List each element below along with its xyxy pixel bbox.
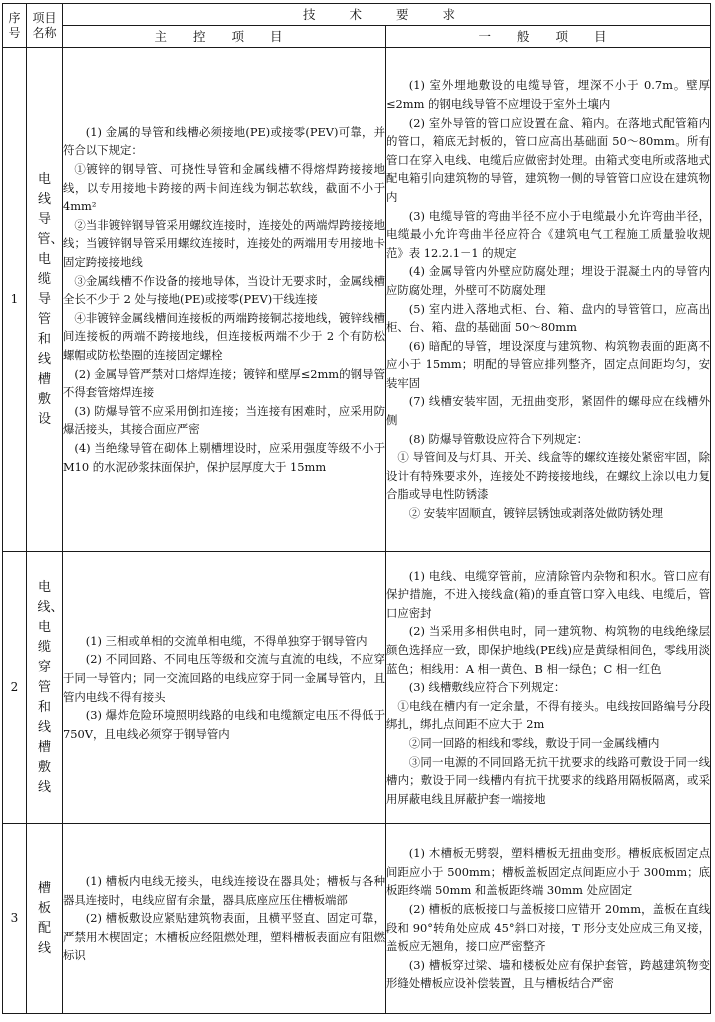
requirement-item: (1) 木槽板无劈裂，塑料槽板无扭曲变形。槽板底板固定点间距应小于 500mm；槽板盖板固定点间距应小于 300mm；底板距终端 50mm 和盖板距终端 30mm 处应固定 — [386, 846, 711, 898]
requirement-item: (4) 当绝缘导管在砌体上剔槽埋设时，应采用强度等级不小于 M10 的水泥砂浆抹面保护，保护层厚度大于 15mm — [63, 440, 385, 474]
requirement-item: ①镀锌的钢导管、可挠性导管和金属线槽不得熔焊跨接接地线，以专用接地卡跨接的两卡间连线为铜芯软线，截面不小于 4mm² — [63, 162, 385, 214]
requirement-item: (2) 槽板的底板接口与盖板接口应错开 20mm，盖板在直线段和 90°转角处应成 45°斜口对接，T 形分支处应成三角叉接，盖板应无翘角，接口应严密整齐 — [386, 901, 711, 954]
main-control-items — [63, 824, 386, 1014]
requirement-item: (1) 三相或单相的交流单相电缆，不得单独穿于钢导管内 — [85, 633, 368, 648]
requirement-item: (1) 金属的导管和线槽必须接地(PE)或接零(PEV)可靠，并符合以下规定： — [63, 124, 385, 158]
requirement-item: (2) 当采用多相供电时，同一建筑物、构筑物的电线绝缘层颜色选择应一致，即保护地线(PE线)应是黄绿相间色，零线用淡蓝色；相线用：A 相一黄色、B 相一绿色；C 相一红色 — [386, 624, 711, 676]
header-general-items: 一 般 项 目 — [386, 26, 711, 48]
general-items — [386, 48, 711, 552]
requirement-item: (2) 金属导管严禁对口熔焊连接；镀锌和壁厚≤2mm的钢导管不得套管熔焊连接 — [63, 366, 385, 400]
requirement-item: (4) 金属导管内外壁应防腐处理；埋设于混凝土内的导管内应防腐处理，外壁可不防腐处理 — [386, 264, 711, 297]
table-row — [3, 48, 711, 552]
requirement-item: (5) 室内进入落地式柜、台、箱、盘内的导管管口，应高出柜、台、箱、盘的基础面 50～80mm — [386, 301, 711, 335]
requirement-item: (3) 电缆导管的弯曲半径不应小于电缆最小允许弯曲半径，电缆最小允许弯曲半径应符合《建筑电气工程施工质量验收规范》表 12.2.1－1 的规定 — [386, 208, 711, 260]
requirement-item: ①电线在槽内有一定余量，不得有接头。电线按回路编号分段绑扎，绑扎点间距不应大于 2m — [386, 698, 711, 732]
general-items — [386, 824, 711, 1014]
requirement-item: ②当非镀锌钢导管采用螺纹连接时，连接处的两端焊跨接接地线；当镀锌钢导管采用螺纹连接时，连接处的两端用专用接地卡固定跨接接地线 — [63, 217, 385, 270]
requirement-item: (2) 室外导管的管口应设置在盒、箱内。在落地式配管箱内的管口，箱底无封板的，管口应高出基础面 50～80mm。所有管口在穿入电线、电缆后应做密封处理。由箱式变电所或落地式配电箱引向建筑物的导管，建筑物一侧的导管管口应设在建筑物内 — [386, 115, 711, 204]
requirement-item: ②同一回路的相线和零线，敷设于同一金属线槽内 — [408, 735, 660, 750]
requirement-item: ① 导管间及与灯具、开关、线盒等的螺纹连接处紧密牢固，除设计有特殊要求外，连接处不跨接接地线，在螺纹上涂以电力复合脂或导电性防锈漆 — [386, 450, 711, 502]
row-seq: 1 — [3, 48, 27, 552]
row-seq: 3 — [3, 824, 27, 1014]
requirement-item: (8) 防爆导管敷设应符合下列规定： — [408, 431, 589, 446]
requirement-item: (3) 防爆导管不应采用倒扣连接；当连接有困难时，应采用防爆活接头，其接合面应严密 — [63, 403, 385, 437]
requirement-item: ③同一电源的不同回路无抗干扰要求的线路可敷设于同一线槽内；敷设于同一线槽内有抗干扰要求的线路用隔板隔离，或采用屏蔽电线且屏蔽护套一端接地 — [386, 754, 711, 806]
requirement-item: (3) 线槽敷线应符合下列规定： — [408, 680, 566, 695]
main-control-items — [63, 552, 386, 824]
row-seq: 2 — [3, 552, 27, 824]
row-project-name: 电线导管、电缆导管和线槽敷设 — [27, 48, 63, 552]
requirement-item: (3) 爆炸危险环境照明线路的电线和电缆额定电压不得低于 750V，且电线必须穿于钢导管内 — [63, 708, 385, 741]
requirement-item: (1) 电线、电缆穿管前，应清除管内杂物和积水。管口应有保护措施，不进入接线盒(箱)的垂直管口穿入电线、电缆后，管口应密封 — [386, 568, 711, 620]
table-row — [3, 552, 711, 824]
requirement-item: ③金属线槽不作设备的接地导体，当设计无要求时，金属线槽全长不少于 2 处与接地(PE)或接零(PEV)干线连接 — [63, 273, 385, 307]
requirement-item: (2) 不同回路、不同电压等级和交流与直流的电线，不应穿于同一导管内；同一交流回路的电线应穿于同一金属导管内，且管内电线不得有接头 — [63, 652, 385, 704]
row-project-name: 槽板配线 — [27, 824, 63, 1014]
requirement-item: (1) 室外埋地敷设的电缆导管，埋深不小于 0.7m。壁厚≤2mm 的钢电线导管不应埋设于室外土壤内 — [386, 78, 711, 111]
requirement-item: ② 安装牢固顺直，镀锌层锈蚀或剥落处做防锈处理 — [408, 506, 664, 521]
header-main-control-items: 主 控 项 目 — [63, 26, 386, 48]
general-items — [386, 552, 711, 824]
main-control-items — [63, 48, 386, 552]
technical-requirements-table — [2, 3, 711, 1014]
requirement-item: ④非镀锌金属线槽间连接板的两端跨接铜芯接地线，镀锌线槽间连接板的两端不跨接地线，但连接板两端不少于 2 个有防松螺帽或防松垫圈的连接固定螺栓 — [63, 310, 385, 362]
requirement-item: (1) 槽板内电线无接头，电线连接设在器具处；槽板与各种器具连接时，电线应留有余量，器具底座应压住槽板端部 — [63, 874, 385, 907]
requirement-item: (2) 槽板敷设应紧贴建筑物表面，且横平竖直、固定可靠，严禁用木楔固定；木槽板应经阻燃处理，塑料槽板表面应有阻燃标识 — [63, 911, 385, 963]
row-project-name: 电线、电缆穿管和线槽敷线 — [27, 552, 63, 824]
header-seq: 序号 — [3, 4, 27, 48]
requirement-item: (3) 槽板穿过梁、墙和楼板处应有保护套管，跨越建筑物变形缝处槽板应设补偿装置，且与槽板结合严密 — [386, 957, 711, 991]
table-row — [3, 824, 711, 1014]
header-technical-requirements: 技 术 要 求 — [63, 4, 711, 26]
header-project-name: 项目名称 — [27, 4, 63, 48]
requirement-item: (7) 线槽安装牢固，无扭曲变形，紧固件的螺母应在线槽外侧 — [386, 394, 711, 428]
requirement-item: (6) 暗配的导管，埋设深度与建筑物、构筑物表面的距离不应小于 15mm；明配的导管应排列整齐，固定点间距均匀，安装牢固 — [386, 338, 711, 390]
